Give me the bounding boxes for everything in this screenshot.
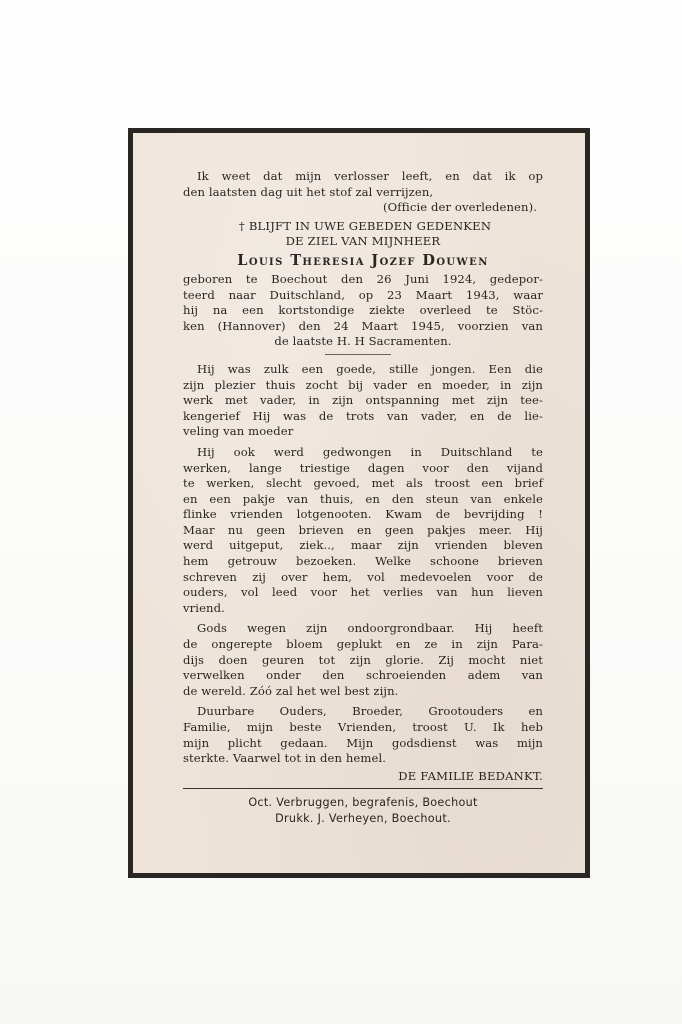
printer-footer xyxy=(183,795,543,827)
paragraph-line: veling van moeder xyxy=(183,424,294,439)
paragraph-line: vriend. xyxy=(183,600,225,615)
biography-line: geboren te Boechout den 26 Juni 1924, gedepor- xyxy=(183,271,543,286)
family-thanks: DE FAMILIE BEDANKT. xyxy=(398,768,543,783)
paragraph-4 xyxy=(183,704,543,766)
bible-verse xyxy=(183,169,543,216)
paragraph-line: verwelken onder den schroeienden adem van xyxy=(183,668,543,683)
paragraph-3 xyxy=(183,621,543,699)
paragraph-line: werd uitgeput, ziek.., maar zijn vrienden bleven xyxy=(183,538,543,553)
prayer-line-2: DE ZIEL VAN MIJNHEER xyxy=(285,234,441,249)
paragraph-line: mijn plicht gedaan. Mijn godsdienst was mijn xyxy=(183,735,543,750)
biography-line: ken (Hannover) den 24 Maart 1945, voorzien van xyxy=(183,318,543,333)
funeral-director: Oct. Verbruggen, begrafenis, Boechout xyxy=(248,796,478,810)
paragraph-line: Maar nu geen brieven en geen pakjes meer. Hij xyxy=(183,522,543,537)
printer-credit: Drukk. J. Verheyen, Boechout. xyxy=(275,812,451,826)
memorial-card xyxy=(128,128,590,878)
verse-line-1: Ik weet dat mijn verlosser leeft, en dat ik op xyxy=(197,169,543,183)
paragraph-line: werk met vader, in zijn ontspanning met zijn tee- xyxy=(183,393,543,408)
paragraph-line: te werken, slecht gevoed, met als troost een brief xyxy=(183,476,543,491)
prayer-text-1: BLIJFT IN UWE GEBEDEN GEDENKEN xyxy=(248,218,492,233)
paragraph-line: flinke vrienden lotgenooten. Kwam de bevrijding ! xyxy=(183,507,543,522)
paragraph-line: zijn plezier thuis zocht bij vader en moeder, in zijn xyxy=(183,377,543,392)
biography-line: teerd naar Duitschland, op 23 Maart 1943, waar xyxy=(183,287,543,302)
prayer-line-1 xyxy=(183,219,543,235)
paragraph-line: werken, lange triestige dagen voor den vijand xyxy=(183,460,543,475)
deceased-name: Louis Theresia Jozef Douwen xyxy=(237,251,489,269)
card-content xyxy=(183,169,543,827)
paragraph-line: Gods wegen zijn ondoorgrondbaar. Hij heeft xyxy=(197,621,543,636)
biography xyxy=(183,272,543,350)
paragraph-line: de ongerepte bloem geplukt en ze in zijn Para- xyxy=(183,637,543,652)
paragraph-line: ouders, vol leed voor het verlies van hun lieven xyxy=(183,585,543,600)
paragraph-line: de wereld. Zóó zal het wel best zijn. xyxy=(183,683,399,698)
paragraph-line: en een pakje van thuis, en den steun van enkele xyxy=(183,491,543,506)
paragraph-line: Hij ook werd gedwongen in Duitschland te xyxy=(197,444,543,459)
paragraph-line: Familie, mijn beste Vrienden, troost U. Ik heb xyxy=(183,720,543,734)
verse-line-2: den laatsten dag uit het stof zal verrijzen, xyxy=(183,184,434,199)
verse-source: (Officie der overledenen). xyxy=(383,200,537,215)
biography-line: de laatste H. H Sacramenten. xyxy=(274,334,452,349)
prayer-request xyxy=(183,219,543,250)
paragraph-line: sterkte. Vaarwel tot in den hemel. xyxy=(183,751,387,766)
paragraph-1 xyxy=(183,362,543,440)
footer-rule xyxy=(183,788,543,789)
paragraph-line: hem getrouw bezoeken. Welke schoone brieven xyxy=(183,554,543,569)
paragraph-line: kengerief Hij was de trots van vader, en de lie- xyxy=(183,408,543,423)
paragraph-line: Duurbare Ouders, Broeder, Grootouders en xyxy=(197,704,543,719)
cross-icon: † xyxy=(238,218,245,233)
paragraph-line: schreven zij over hem, vol medevoelen voor de xyxy=(183,569,543,584)
paragraph-line: dijs doen geuren tot zijn glorie. Zij mocht niet xyxy=(183,652,543,667)
paragraph-line: Hij was zulk een goede, stille jongen. Een die xyxy=(197,361,543,376)
biography-line: hij na een kortstondige ziekte overleed te Stöc- xyxy=(183,303,543,318)
paragraph-2 xyxy=(183,445,543,617)
section-divider xyxy=(183,351,543,359)
